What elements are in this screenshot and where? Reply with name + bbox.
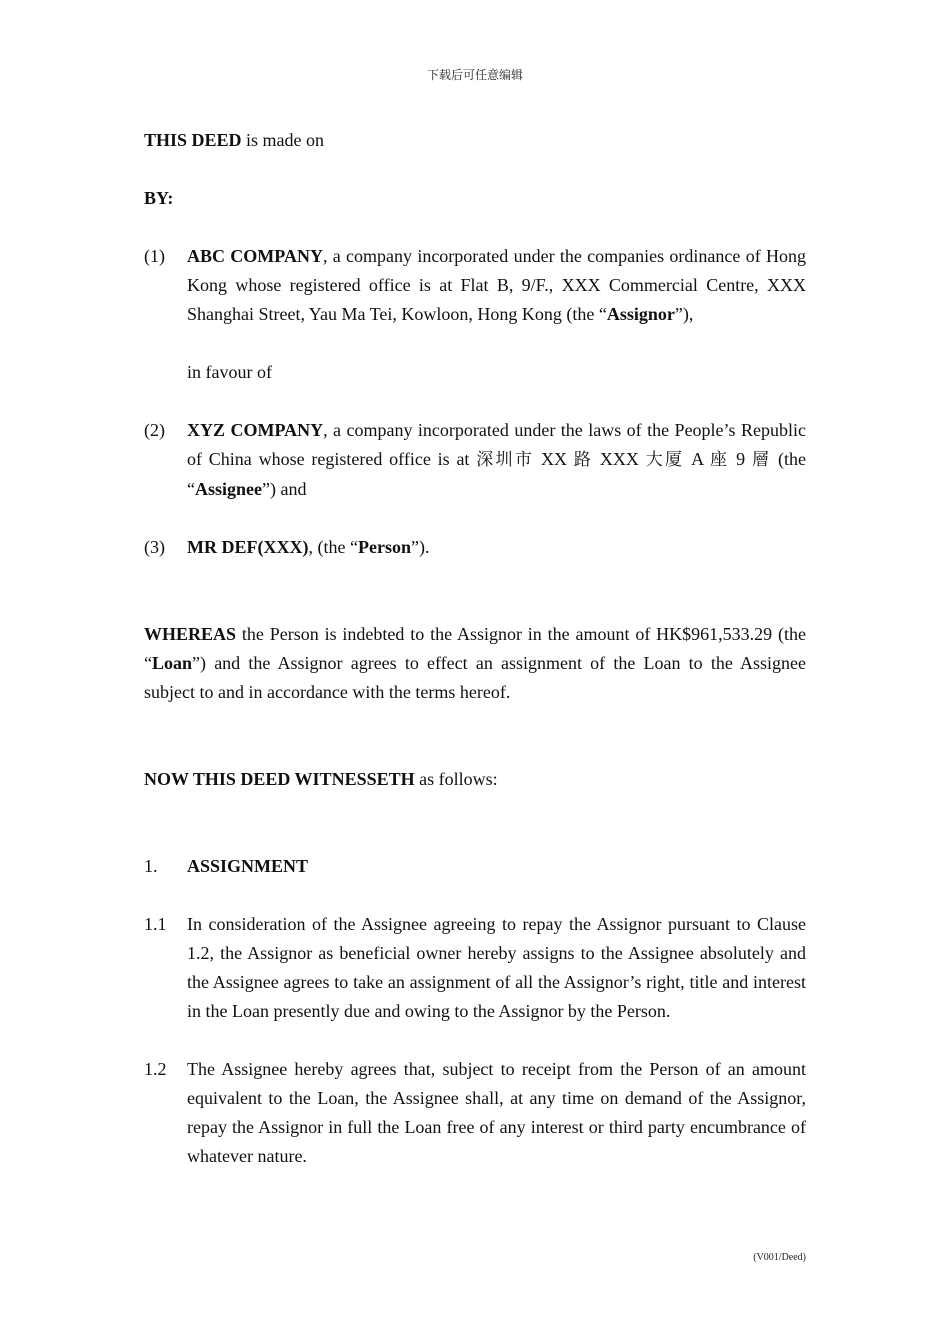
party-description: , (the “ xyxy=(308,537,358,557)
clause-text: The Assignee hereby agrees that, subject to receipt from the Person of an amount equivalent to the Loan, the Assignee shall, at any time on demand of the Assignor, repay the Assignor in full the Loan free of any interest or third party encumbrance of whatever nature. xyxy=(187,1059,806,1166)
clause-text: In consideration of the Assignee agreeing to repay the Assignor pursuant to Clause 1.2, the Assignor as beneficial owner hereby assigns to the Assignee absolutely and the Assignee agrees to take an assignment of all the Assignor’s right, title and interest in the Loan presently due and owing to the Assignor by the Person. xyxy=(187,914,806,1021)
address-cjk: 深圳市 xyxy=(476,450,535,470)
clause-1-2 xyxy=(144,1055,806,1171)
witnesseth-label: NOW THIS DEED WITNESSETH xyxy=(144,769,415,789)
defined-term: Assignor xyxy=(606,304,675,324)
section-title-text: ASSIGNMENT xyxy=(187,856,309,876)
party-suffix: ”), xyxy=(674,304,694,324)
by-label: BY: xyxy=(144,188,174,208)
page-footer: (V001/Deed) xyxy=(753,1252,806,1263)
page-header: 下载后可任意编辑 xyxy=(426,68,523,82)
address-cjk: 座 xyxy=(710,450,730,470)
deed-intro xyxy=(144,126,806,155)
party-suffix: ”). xyxy=(410,537,430,557)
address-part: A xyxy=(684,449,710,469)
whereas-label: WHEREAS xyxy=(144,624,237,644)
deed-document xyxy=(144,126,806,1171)
defined-term: Loan xyxy=(152,653,193,673)
address-part: 9 xyxy=(729,449,752,469)
defined-term: Person xyxy=(357,537,411,557)
address-cjk: 路 xyxy=(573,450,594,470)
party-number: (1) xyxy=(144,246,165,266)
party-name: XYZ COMPANY xyxy=(187,420,324,440)
party-number: (3) xyxy=(144,537,165,557)
clause-number: 1.2 xyxy=(144,1059,167,1079)
this-deed-label: THIS DEED xyxy=(144,130,242,150)
party-suffix: (the “ xyxy=(187,449,807,499)
party-name: MR DEF(XXX) xyxy=(187,537,309,557)
recital-text: ”) and the Assignor agrees to effect an assignment of the Loan to the Assignee subject to and in accordance with the terms hereof. xyxy=(144,653,806,702)
party-text xyxy=(187,416,806,504)
clause-1-1 xyxy=(144,910,806,1026)
party-text xyxy=(187,242,806,329)
party-description: , a company incorporated under the companies ordinance of Hong Kong whose registered office is at Flat B, 9/F., XXX Commercial Centre, XXX Shanghai Street, Yau Ma Tei, Kowloon, Hong Kong (the “ xyxy=(187,246,806,324)
party-suffix: ”) and xyxy=(262,479,307,499)
party-description: , a company incorporated under the laws of the People’s Republic of China whose registered office is at xyxy=(187,420,806,469)
party-1 xyxy=(144,242,806,329)
party-3 xyxy=(144,533,806,562)
whereas-recital xyxy=(144,620,806,707)
defined-term: Assignee xyxy=(195,479,262,499)
party-text xyxy=(187,533,806,562)
party-number: (2) xyxy=(144,420,165,440)
party-2 xyxy=(144,416,806,504)
by-heading xyxy=(144,184,806,213)
section-title xyxy=(187,852,806,881)
made-on-text: is made on xyxy=(241,130,325,150)
address-cjk: 層 xyxy=(751,450,772,470)
address-cjk: 大厦 xyxy=(645,450,685,470)
section-heading xyxy=(144,852,806,881)
address-part: XX xyxy=(534,449,574,469)
in-favour-of: in favour of xyxy=(187,362,272,382)
party-name: ABC COMPANY xyxy=(187,246,323,266)
recital-text: the Person is indebted to the Assignor in the amount of HK$961,533.29 (the “ xyxy=(144,624,806,673)
witnesseth-line xyxy=(144,765,806,794)
address-part: XXX xyxy=(593,449,646,469)
clause-number: 1.1 xyxy=(144,914,167,934)
section-number: 1. xyxy=(144,856,158,876)
witnesseth-text: as follows: xyxy=(414,769,498,789)
